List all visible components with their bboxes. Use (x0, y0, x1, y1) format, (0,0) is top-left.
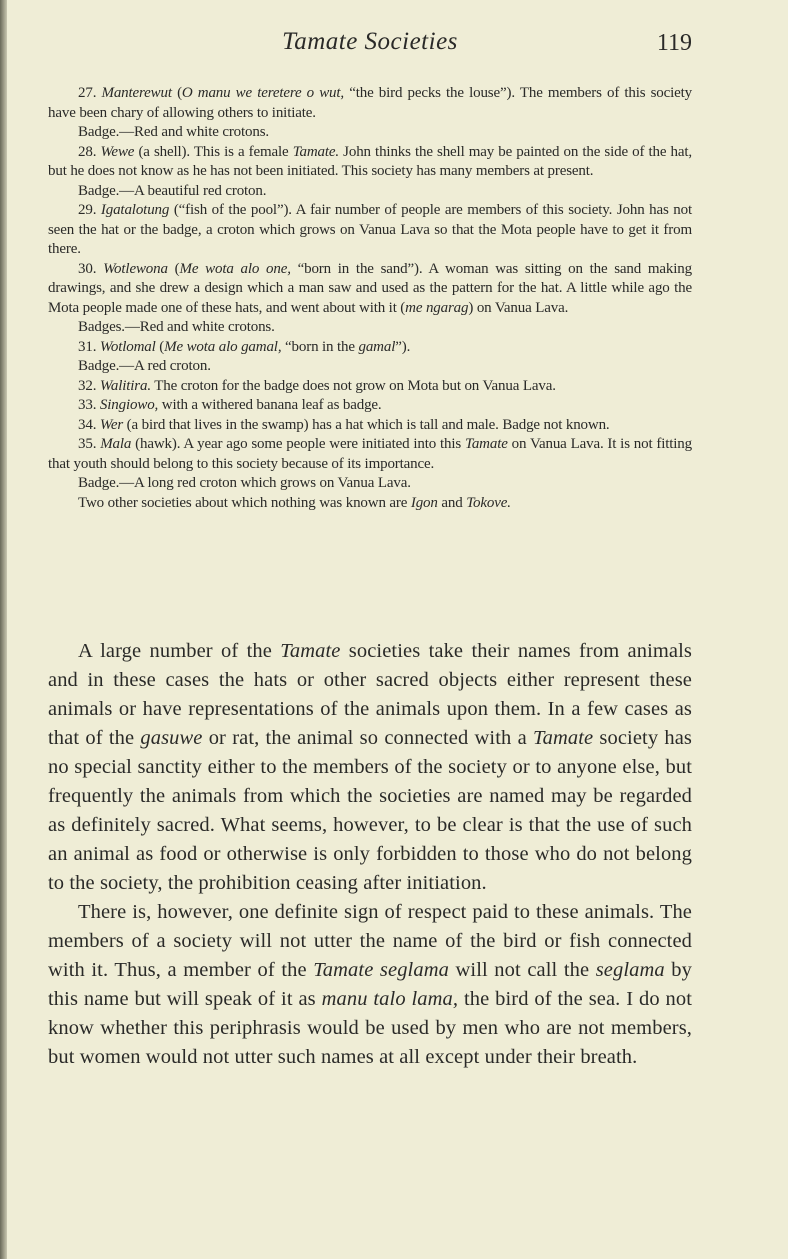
italic-term: Igatalotung (100, 202, 170, 218)
list-entry (48, 357, 692, 377)
list-entry (48, 338, 692, 358)
text-run: Badges.—Red and white crotons. (78, 319, 275, 335)
italic-term: Me wota alo one, (179, 260, 291, 277)
text-run: 33. (78, 397, 100, 413)
italic-term: Igon (410, 494, 438, 511)
italic-term: Mala (100, 436, 132, 452)
text-run: 27. (78, 85, 102, 101)
text-run: (a shell). This is a female (134, 143, 293, 160)
text-run: or rat, the animal so connected with a (202, 727, 533, 749)
text-run: Badge.—A red croton. (78, 358, 211, 374)
text-run: ( (171, 85, 182, 101)
text-run: by this name but will speak of it as (48, 959, 692, 1010)
list-entry (48, 416, 692, 436)
text-run: 34. (78, 416, 100, 433)
text-run: (hawk). A year ago some people were initiated into this (131, 436, 465, 452)
list-entry (48, 377, 692, 397)
text-run: ( (155, 338, 165, 355)
body-text (48, 637, 692, 1072)
paragraph (48, 637, 692, 898)
italic-term: Wewe (100, 143, 135, 160)
text-run: ( (167, 260, 180, 277)
italic-term: gasuwe (140, 727, 203, 749)
italic-term: Tamate (280, 640, 341, 662)
text-run: ) on Vanua Lava. (468, 299, 569, 316)
book-spine-edge (0, 0, 7, 1259)
text-run: 28. (78, 143, 101, 160)
text-run: 31. (78, 338, 100, 355)
text-run: Badge.—Red and white crotons. (78, 124, 270, 140)
text-run: 30. (78, 260, 104, 277)
text-run: “born in the sand”). A woman was sitting on the sand making drawings, and she drew a design which a man saw and used as the pattern for the hat. A little while ago the Mota people made one of these hats, and went about with it ( (48, 260, 693, 316)
italic-term: Me wota alo gamal, (164, 338, 282, 355)
italic-term: Wer (99, 416, 124, 433)
text-run: There is, however, one definite sign of respect paid to these animals. The members of a society will not utter the name of the bird or fish connected with it. Thus, a member of the (48, 901, 692, 981)
text-run: “born in the (281, 338, 359, 355)
text-run: 35. (78, 436, 101, 452)
italic-term: Tokove. (466, 494, 511, 511)
italic-term: manu talo lama, (321, 988, 459, 1010)
italic-term: me ngarag (405, 299, 469, 316)
list-entry (48, 182, 692, 202)
text-run: Badge.—A beautiful red croton. (78, 182, 267, 199)
list-entry (48, 123, 692, 143)
italic-term: Wotlewona (103, 260, 168, 277)
text-run: ”). (395, 338, 411, 355)
italic-term: Tamate (532, 727, 594, 749)
paragraph (48, 898, 692, 1072)
list-entry (48, 143, 692, 182)
text-run: 32. (78, 377, 100, 394)
list-entry (48, 396, 692, 416)
list-entry (48, 260, 692, 319)
list-entry (48, 201, 692, 260)
text-run: 29. (78, 202, 101, 218)
list-entry (48, 84, 692, 123)
text-run: The croton for the badge does not grow on Mota but on Vanua Lava. (150, 377, 556, 394)
italic-term: Singiowo, (99, 397, 159, 413)
text-run: Two other societies about which nothing was known are (78, 494, 411, 511)
italic-term: Tamate. (292, 143, 340, 160)
italic-term: Wotlomal (99, 338, 156, 355)
list-entry (48, 474, 692, 494)
page-number: 119 (656, 30, 692, 56)
running-header (48, 28, 692, 64)
text-run: and (437, 494, 467, 511)
text-run: A large number of the (78, 640, 281, 662)
italic-term: Walitira. (99, 377, 151, 394)
list-entry (48, 318, 692, 338)
italic-term: Manterewut (101, 85, 172, 101)
text-run: the bird of the sea. I do not know whether this periphrasis would be used by men who are not members, but women would not utter such names at all except under their breath. (48, 988, 693, 1068)
italic-term: seglama (595, 959, 665, 981)
running-title: Tamate Societies (282, 28, 458, 55)
text-run: on Vanua Lava. It is not fitting that youth should belong to this society because of its importance. (48, 436, 693, 472)
text-run: societies take their names from animals and in these cases the hats or other sacred objects either represent these animals or have representations of the animals upon them. In a few cases as that of the (48, 640, 693, 749)
text-run: with a withered banana leaf as badge. (158, 397, 382, 413)
italic-term: gamal (358, 338, 396, 355)
text-run: (a bird that lives in the swamp) has a hat which is tall and male. Badge not known. (123, 416, 610, 433)
italic-term: Tamate seglama (313, 959, 449, 981)
text-run: society has no special sanctity either to the members of the society or to anyone else, but frequently the animals from which the societies are named may be regarded as definitely sacred. What seems, however, to be clear is that the use of such an animal as food or otherwise is only forbidden to those who do not belong to the society, the prohibition ceasing after initiation. (48, 727, 693, 894)
list-entry (48, 494, 692, 514)
italic-term: Tamate (465, 436, 508, 452)
list-entry (48, 435, 692, 474)
text-run: will not call the (448, 959, 596, 981)
text-run: John thinks the shell may be painted on the side of the hat, but he does not know as he has not been initiated. This society has many members at present. (48, 143, 692, 179)
text-run: Badge.—A long red croton which grows on Vanua Lava. (78, 475, 411, 491)
text-run: (“fish of the pool”). A fair number of people are members of this society. John has not seen the hat or the badge, a croton which grows on Vanua Lava so that the Mota people have to get it from there. (48, 202, 692, 257)
italic-term: O manu we teretere o wut, (181, 85, 345, 101)
text-run: “the bird pecks the louse”). The members of this society have been chary of allowing others to initiate. (48, 85, 693, 121)
society-list (48, 84, 692, 513)
